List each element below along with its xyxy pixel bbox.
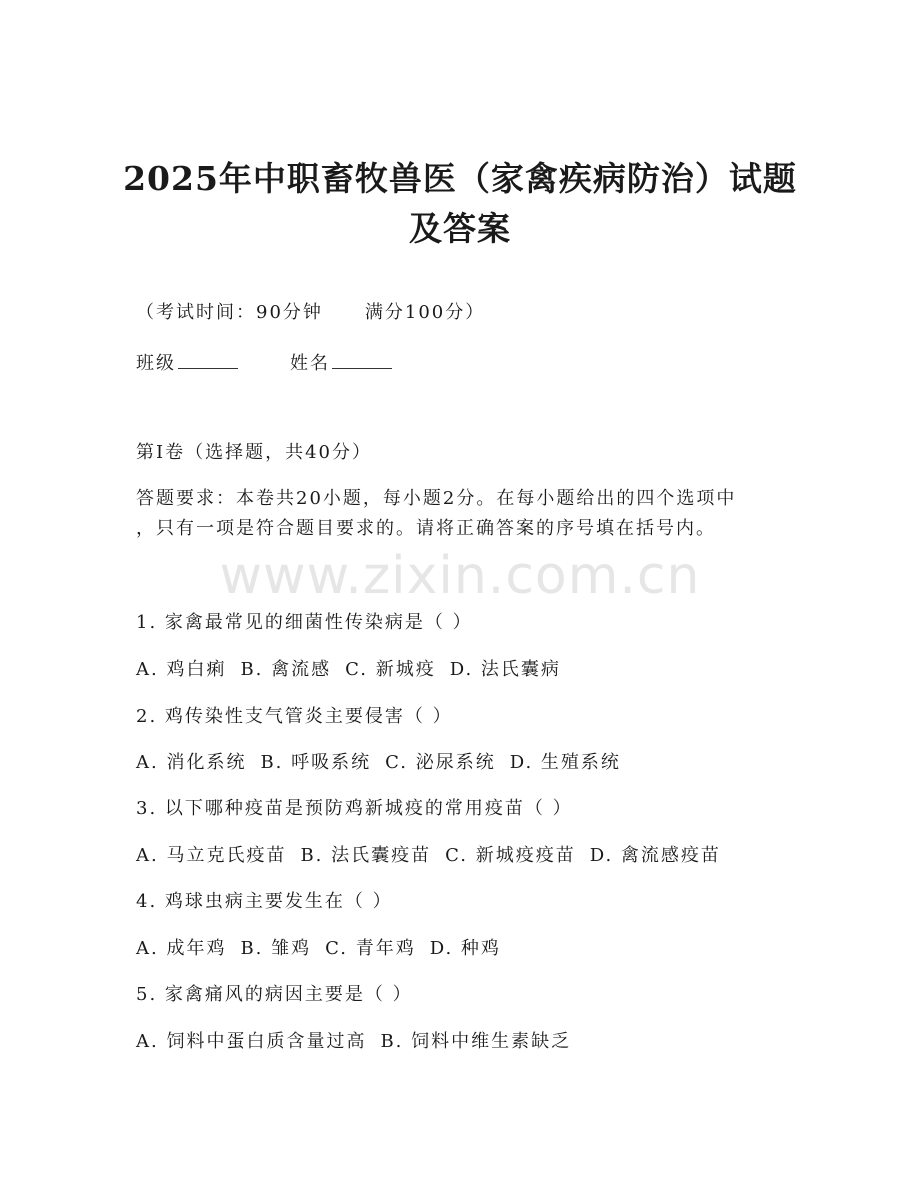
document-title-line1: 2025年中职畜牧兽医（家禽疾病防治）试题 — [123, 159, 797, 198]
name-label: 姓名 — [290, 353, 330, 374]
option: D. 法氏囊病 — [449, 659, 561, 680]
exam-score: 满分100分） — [364, 302, 486, 323]
question-options — [136, 1033, 571, 1051]
option: B. 法氏囊疫苗 — [300, 845, 432, 866]
option: A. 饲料中蛋白质含量过高 — [136, 1031, 367, 1052]
question-stem: 2. 鸡传染性支气管炎主要侵害（ ） — [136, 706, 453, 727]
question-stem: 4. 鸡球虫病主要发生在（ ） — [136, 891, 393, 912]
option: B. 禽流感 — [240, 659, 332, 680]
question-options — [136, 847, 721, 865]
question-stem: 1. 家禽最常见的细菌性传染病是（ ） — [136, 612, 473, 633]
option: C. 新城疫 — [345, 659, 436, 680]
option: A. 消化系统 — [136, 752, 247, 773]
option: D. 生殖系统 — [509, 752, 621, 773]
option: C. 青年鸡 — [325, 938, 416, 959]
document-title-line2: 及答案 — [409, 209, 511, 248]
instruction-line1: 答题要求：本卷共20小题，每小题2分。在每小题给出的四个选项中 — [136, 488, 737, 509]
exam-info — [136, 304, 485, 322]
option: C. 泌尿系统 — [385, 752, 496, 773]
option: A. 成年鸡 — [136, 938, 227, 959]
question-stem: 3. 以下哪种疫苗是预防鸡新城疫的常用疫苗（ ） — [136, 798, 573, 819]
option: A. 马立克氏疫苗 — [136, 845, 287, 866]
name-blank — [332, 352, 392, 369]
class-blank — [178, 352, 238, 369]
section-heading: 第I卷（选择题，共40分） — [136, 442, 373, 463]
class-label: 班级 — [136, 353, 176, 374]
exam-time: （考试时间：90分钟 — [136, 302, 323, 323]
option: B. 雏鸡 — [240, 938, 312, 959]
question-options — [136, 754, 621, 772]
option: A. 鸡白痢 — [136, 659, 227, 680]
instruction-line2: ，只有一项是符合题目要求的。请将正确答案的序号填在括号内。 — [136, 518, 716, 539]
option: C. 新城疫疫苗 — [445, 845, 576, 866]
option: B. 饲料中维生素缺乏 — [380, 1031, 572, 1052]
option: D. 种鸡 — [429, 938, 501, 959]
student-info — [136, 352, 392, 373]
question-options — [136, 940, 501, 958]
question-stem: 5. 家禽痛风的病因主要是（ ） — [136, 984, 413, 1005]
watermark: www.zixin.com.cn — [219, 546, 701, 606]
option: B. 呼吸系统 — [260, 752, 372, 773]
question-options — [136, 661, 561, 679]
option: D. 禽流感疫苗 — [589, 845, 721, 866]
